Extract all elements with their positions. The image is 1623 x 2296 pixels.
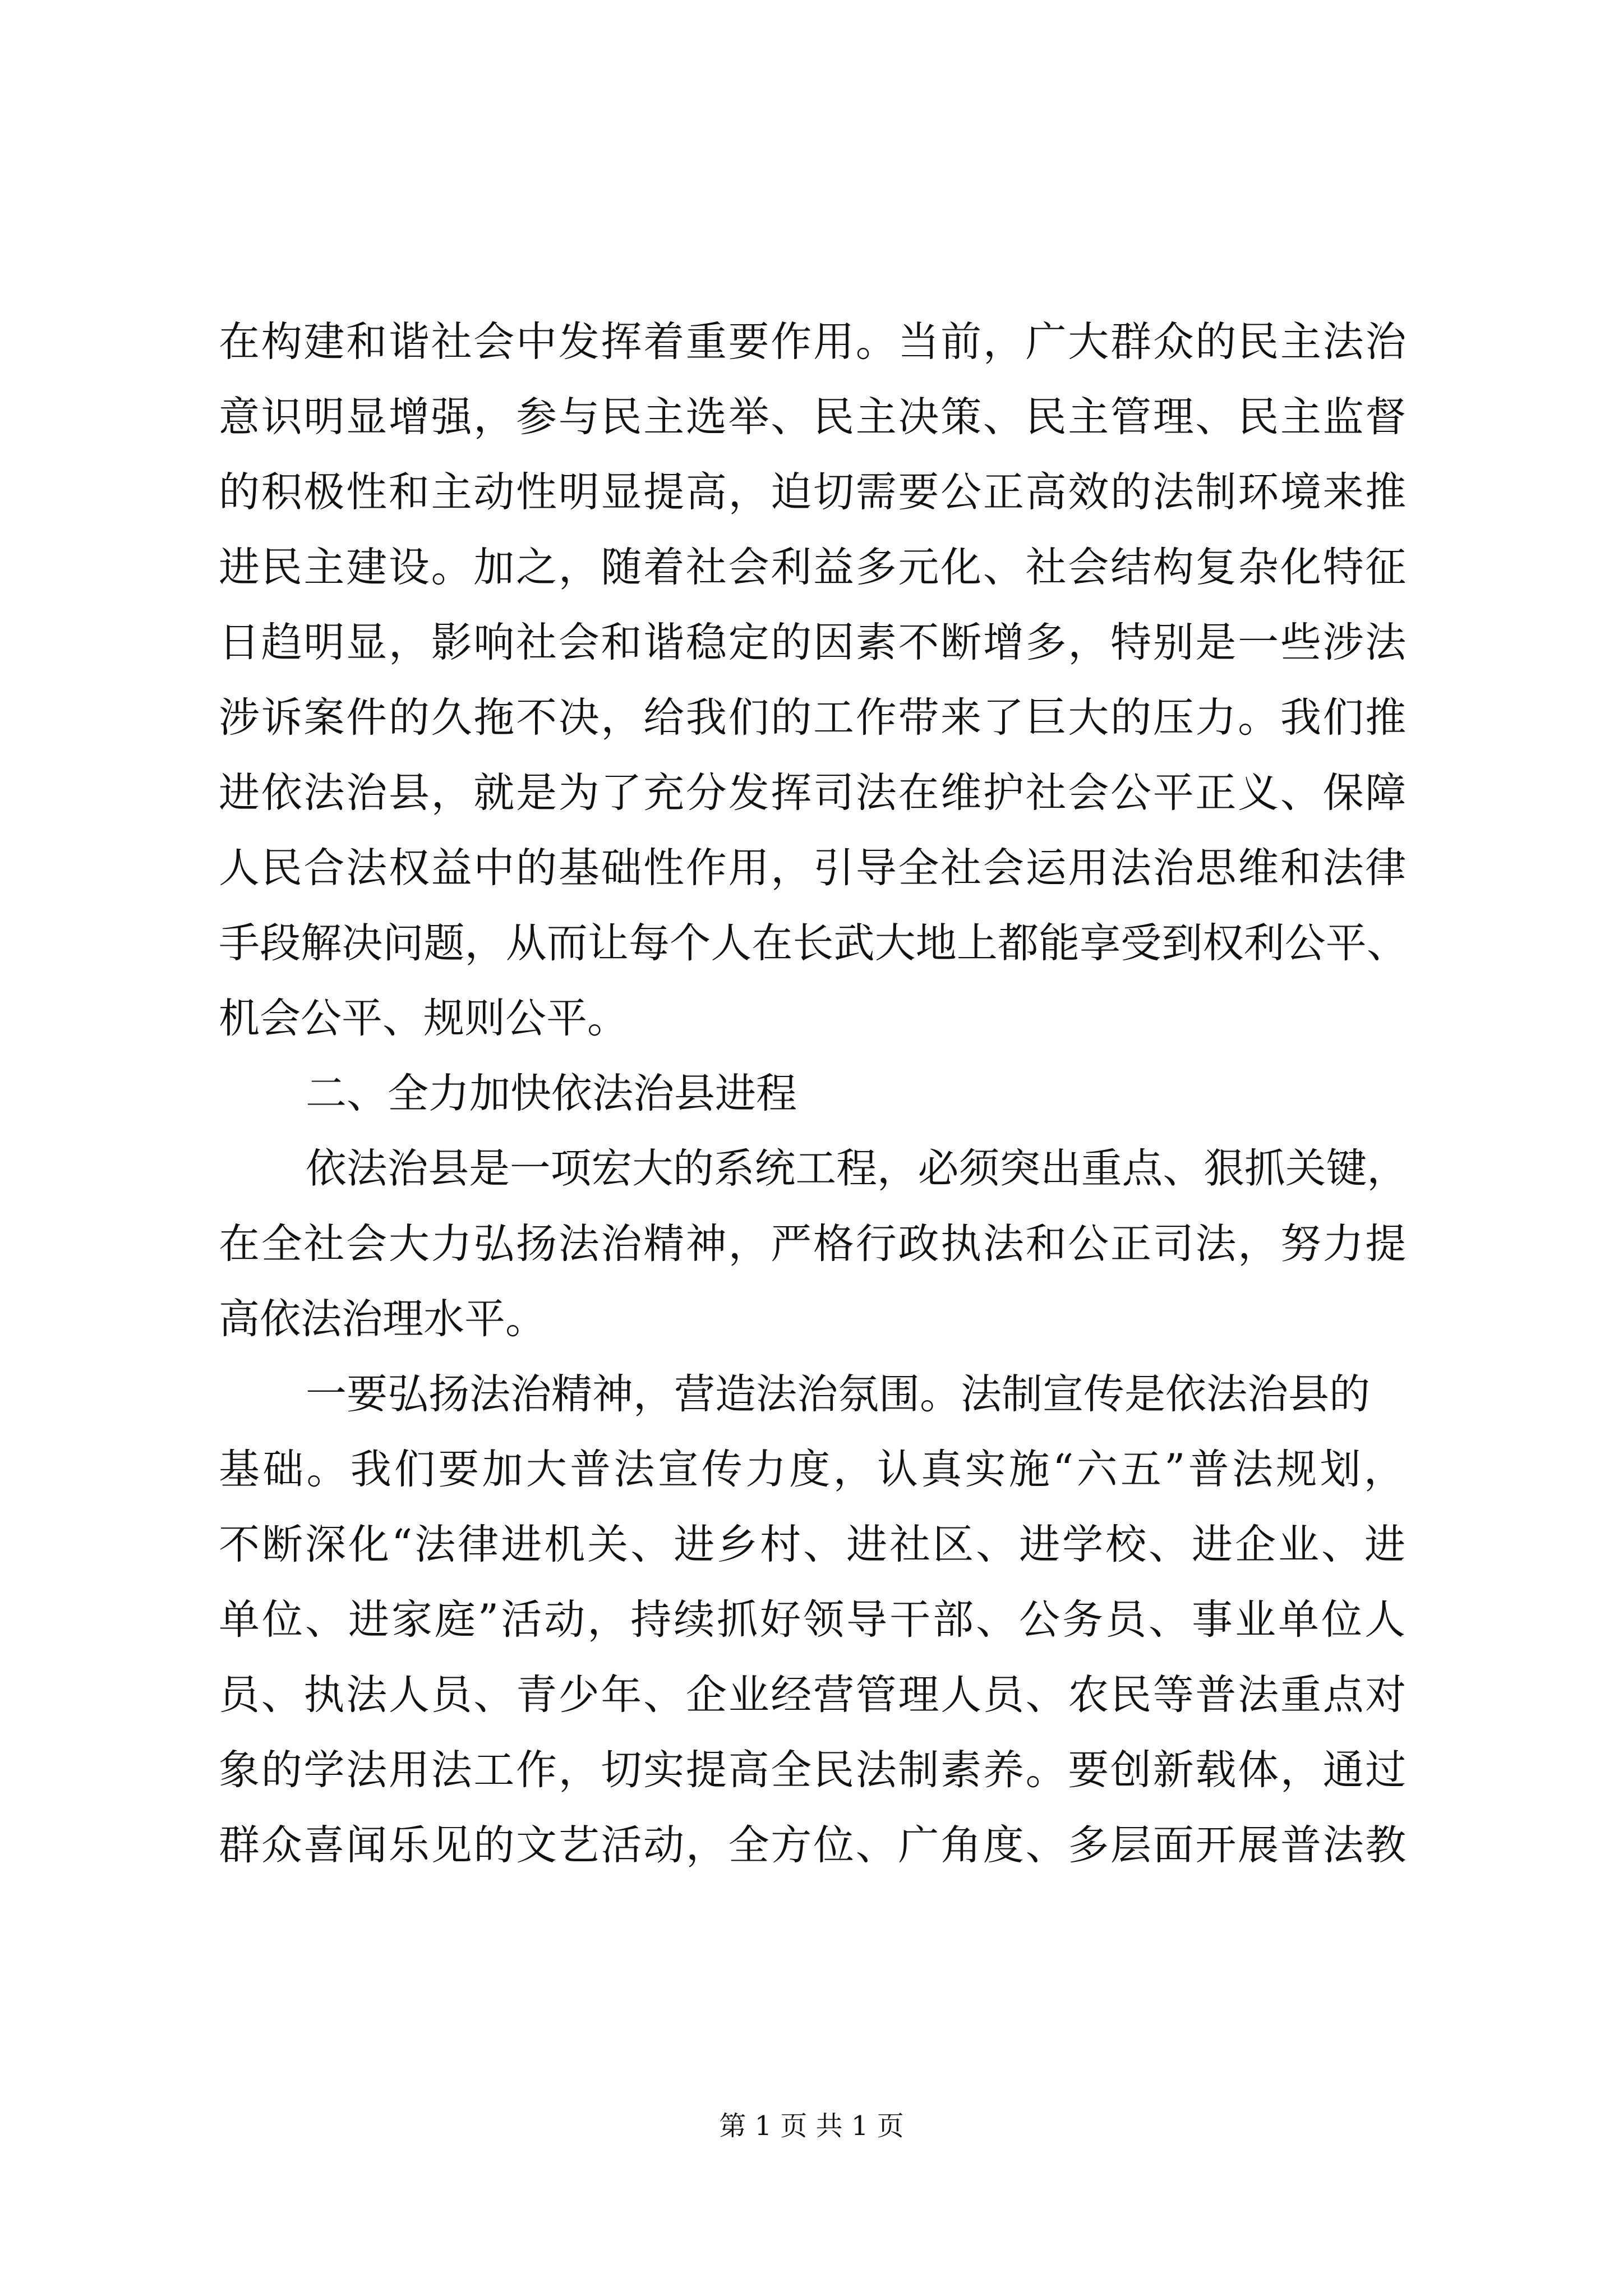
section-heading-text: 二、全力加快依法治县进程 bbox=[306, 1070, 797, 1117]
text-line-content: 基础。我们要加大普法宣传力度，认真实施“六五”普法规划， bbox=[219, 1446, 1408, 1493]
text-line-content: 进依法治县，就是为了充分发挥司法在维护社会公平正义、保障 bbox=[219, 769, 1408, 817]
text-line-content: 不断深化“法律进机关、进乡村、进社区、进学校、进企业、进 bbox=[219, 1521, 1408, 1568]
text-line-content: 机会公平、规则公平。 bbox=[219, 995, 628, 1042]
text-line-content: 一要弘扬法治精神，营造法治氛围。法制宣传是依法治县的 bbox=[306, 1370, 1370, 1418]
text-line-content: 群众喜闻乐见的文艺活动，全方位、广角度、多层面开展普法教 bbox=[219, 1821, 1408, 1869]
page-footer: 第 1 页 共 1 页 bbox=[719, 2110, 904, 2142]
text-line-content: 的积极性和主动性明显提高，迫切需要公正高效的法制环境来推 bbox=[219, 468, 1408, 516]
text-line-content: 在构建和谐社会中发挥着重要作用。当前，广大群众的民主法治 bbox=[219, 318, 1408, 366]
text-line-content: 高依法治理水平。 bbox=[219, 1295, 546, 1343]
text-line-content: 人民合法权益中的基础性作用，引导全社会运用法治思维和法律 bbox=[219, 844, 1408, 892]
text-line-content: 日趋明显，影响社会和谐稳定的因素不断增多，特别是一些涉法 bbox=[219, 619, 1408, 666]
text-line-content: 象的学法用法工作，切实提高全民法制素养。要创新载体，通过 bbox=[219, 1746, 1408, 1794]
text-line-content: 进民主建设。加之，随着社会利益多元化、社会结构复杂化特征 bbox=[219, 544, 1408, 591]
text-line-content: 手段解决问题，从而让每个人在长武大地上都能享受到权利公平、 bbox=[219, 919, 1408, 967]
text-line-content: 涉诉案件的久拖不决，给我们的工作带来了巨大的压力。我们推 bbox=[219, 694, 1408, 742]
text-line bbox=[219, 1801, 1408, 1890]
text-line-content: 依法治县是一项宏大的系统工程，必须突出重点、狠抓关键， bbox=[306, 1145, 1408, 1193]
text-line-content: 意识明显增强，参与民主选举、民主决策、民主管理、民主监督 bbox=[219, 393, 1408, 441]
text-line-content: 员、执法人员、青少年、企业经营管理人员、农民等普法重点对 bbox=[219, 1671, 1408, 1719]
text-line-content: 单位、进家庭”活动，持续抓好领导干部、公务员、事业单位人 bbox=[219, 1596, 1408, 1644]
text-line-content: 在全社会大力弘扬法治精神，严格行政执法和公正司法，努力提 bbox=[219, 1220, 1408, 1268]
